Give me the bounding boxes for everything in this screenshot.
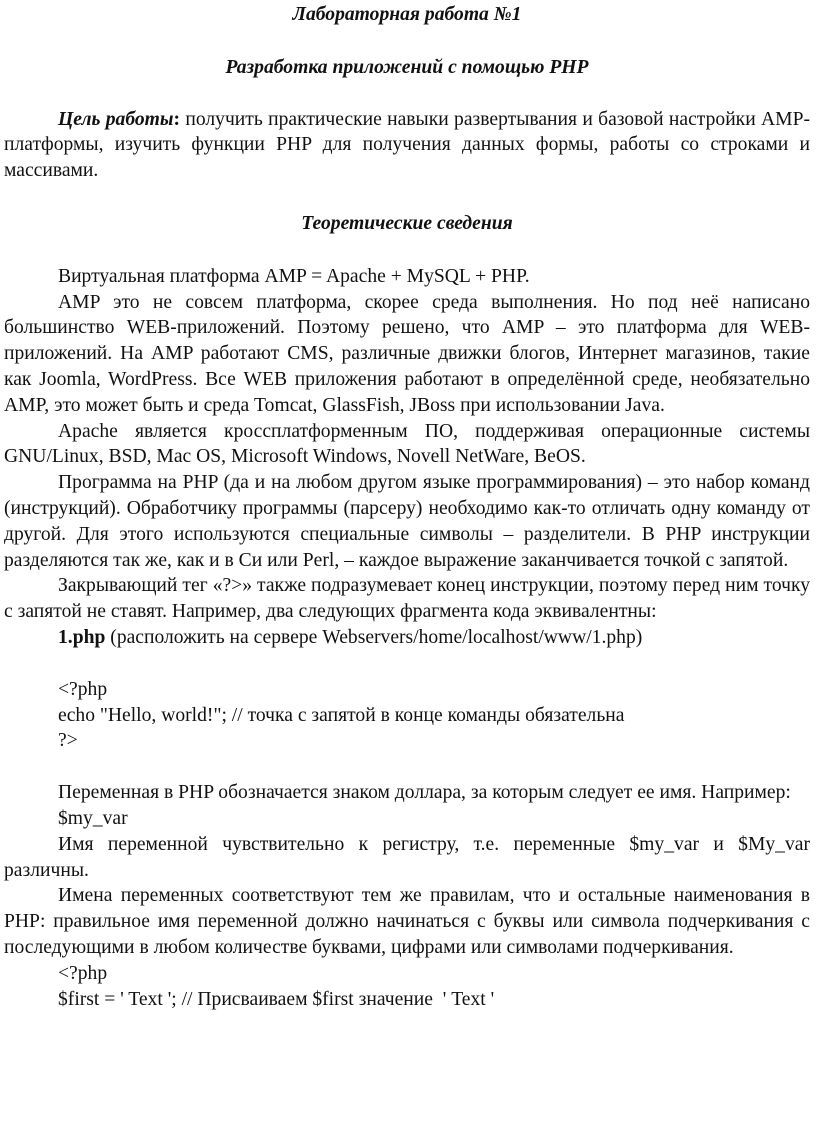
code-line: ?> bbox=[58, 730, 78, 752]
file-name: 1.php bbox=[58, 626, 106, 648]
paragraph-variable-intro: Переменная в PHP обозначается знаком доллара, за которым следует ее имя. Например: bbox=[58, 782, 791, 804]
file-description: (расположить на сервере Webservers/home/localhost/www/1.php) bbox=[105, 626, 643, 648]
paragraph-closing-tag: Закрывающий тег «?>» также подразумевает конец инструкции, поэтому перед ним точку с запятой не ставят. Например, два следующих фрагмента кода эквивалентны: bbox=[4, 575, 810, 623]
variable-example: $my_var bbox=[58, 807, 128, 829]
lab-title: Лабораторная работа №1 bbox=[292, 4, 522, 25]
paragraph-naming-rules: Имена переменных соответствуют тем же правилам, что и остальные наименования в PHP: правильное имя переменной должно начинаться с буквы или символа подчеркивания с последующими в любом количестве буквами, цифрами или символами подчеркивания. bbox=[4, 885, 810, 958]
code-block-1 bbox=[4, 677, 810, 754]
goal-text: получить практические навыки развертывания и базовой настройки AMP-платформы, изучить функции PHP для получения данных формы, работы со строками и массивами. bbox=[4, 108, 810, 182]
code-line: echo "Hello, world!"; // точка с запятой в конце команды обязательна bbox=[58, 704, 625, 726]
paragraph-case-sensitivity: Имя переменной чувствительно к регистру, т.е. переменные $my_var и $My_var различны. bbox=[4, 833, 810, 881]
section-title: Теоретические сведения bbox=[301, 212, 513, 234]
goal-paragraph bbox=[4, 107, 810, 184]
goal-colon: : bbox=[173, 108, 181, 130]
goal-label: Цель работы bbox=[58, 108, 174, 130]
paragraph-php-instructions: Программа на PHP (да и на любом другом языке программирования) – это набор команд (инструкций). Обработчику программы (парсеру) необходимо как-то отличать одну команду от другой. Для этого используются специальные символы – разделители. В PHP инструкции разделяются так же, как и в Си или Perl, – каждое выражение заканчивается точкой с запятой. bbox=[4, 472, 810, 571]
code-block-2 bbox=[4, 961, 810, 1013]
spacer bbox=[4, 754, 810, 780]
code-line: $first = ' Text '; // Присваиваем $first значение ' Text ' bbox=[58, 988, 495, 1010]
spacer bbox=[4, 651, 810, 677]
code-line: <?php bbox=[58, 678, 108, 700]
paragraph-apache: Apache является кроссплатформенным ПО, поддерживая операционные системы GNU/Linux, BSD, Mac OS, Microsoft Windows, Novell NetWare, BeOS. bbox=[4, 420, 810, 468]
code-line: <?php bbox=[58, 962, 108, 984]
file-reference bbox=[4, 625, 810, 651]
lab-subtitle: Разработка приложений с помощью PHP bbox=[225, 56, 589, 78]
paragraph-amp-definition: Виртуальная платформа AMP = Apache + MySQL + PHP. bbox=[58, 265, 530, 287]
paragraph-amp-description: AMP это не совсем платформа, скорее среда выполнения. Но под неё написано большинство WEB-приложений. Поэтому решено, что AMP – это платформа для WEB-приложений. На AMP работают CMS, различные движки блогов, Интернет магазинов, такие как Joomla, WordPress. Все WEB приложения работают в определённой среде, необязательно AMP, это может быть и среда Tomcat, GlassFish, JBoss при использовании Java. bbox=[4, 291, 810, 416]
